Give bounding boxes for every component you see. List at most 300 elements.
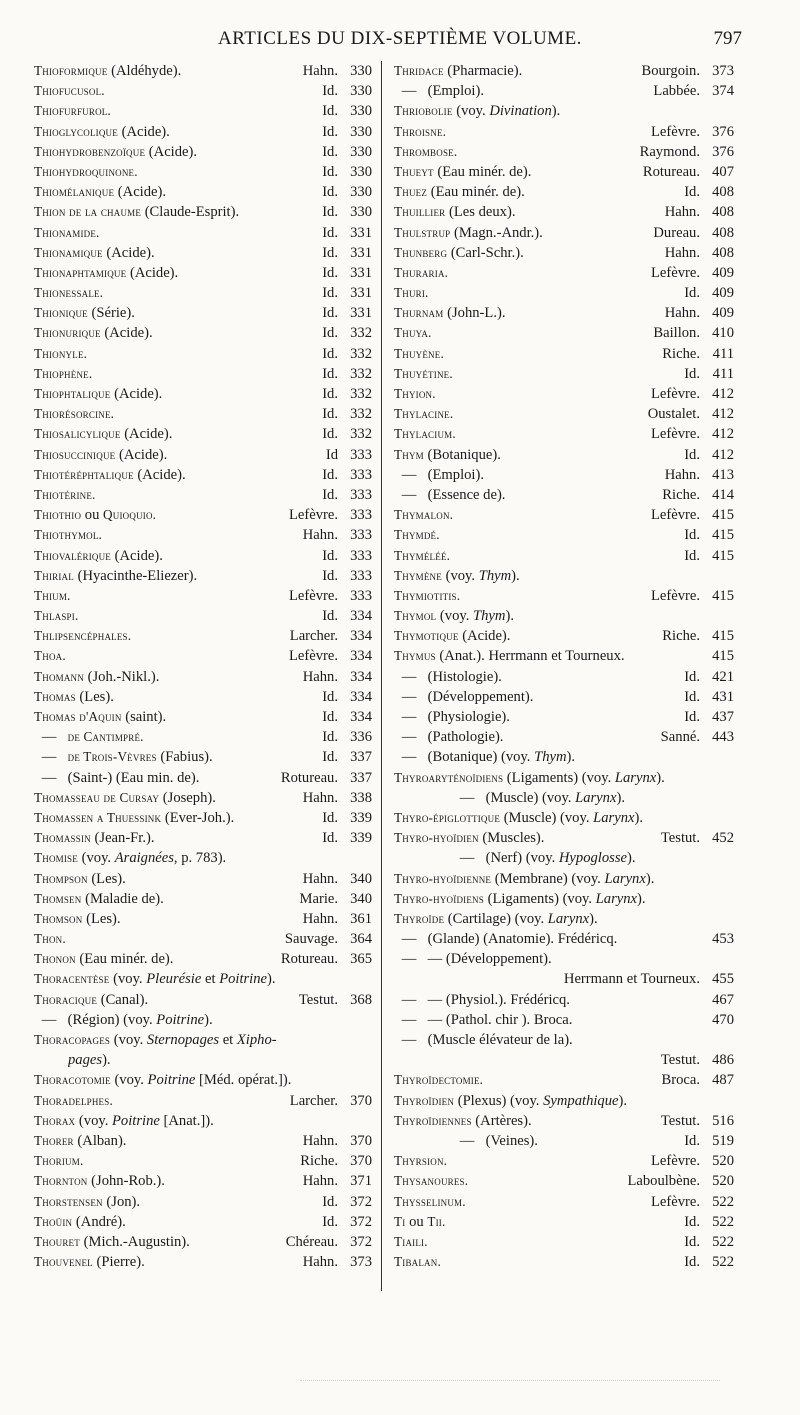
entry-author: Id. xyxy=(684,668,700,685)
entry-author: Id. xyxy=(684,527,700,544)
entry-author: Herrmann et Tourneux. xyxy=(563,971,700,988)
index-entry xyxy=(394,303,734,323)
entry-headword: Thionamique xyxy=(34,244,103,260)
entry-qualifier: (Série). xyxy=(87,305,135,322)
ditto-dash: — xyxy=(41,1011,57,1028)
entry-author: Lefèvre. xyxy=(650,587,700,604)
entry-headword: Thiovalérique xyxy=(34,547,111,563)
entry-text xyxy=(394,323,647,343)
entry-author: Id. xyxy=(322,123,338,140)
entry-page: 332 xyxy=(350,325,372,342)
entry-text xyxy=(394,1111,655,1131)
entry-headword: Thuri. xyxy=(394,285,429,301)
entry-author: Lefèvre. xyxy=(650,386,700,402)
entry-headword-alt: Quioquio. xyxy=(103,507,157,523)
index-entry xyxy=(34,1050,372,1070)
entry-text xyxy=(34,384,316,404)
index-entry xyxy=(394,889,734,909)
entry-qualifier-cont: ). xyxy=(616,789,625,806)
entry-page: 412 xyxy=(712,426,734,443)
entry-author: Hahn. xyxy=(664,305,700,322)
entry-qualifier: (Joseph). xyxy=(159,789,216,806)
entry-text xyxy=(34,1192,316,1212)
index-entry xyxy=(394,566,734,586)
entry-headword: Thomas d'Aquin xyxy=(34,709,122,724)
entry-author: Id. xyxy=(322,809,338,826)
entry-qualifier: (John-L.). xyxy=(443,305,506,322)
entry-page: 412 xyxy=(712,446,734,463)
index-entry xyxy=(394,869,734,889)
entry-qualifier: (Acide). xyxy=(102,244,155,261)
entry-qualifier: (Acide). xyxy=(114,184,167,201)
entry-text xyxy=(394,586,645,606)
entry-headword: Thiophène. xyxy=(34,365,93,381)
entry-page: 408 xyxy=(712,224,734,241)
entry-page: 334 xyxy=(350,688,372,705)
index-entry xyxy=(34,465,372,485)
entry-text xyxy=(394,223,647,243)
index-entry xyxy=(34,667,372,687)
entry-author: Sanné. xyxy=(660,729,700,746)
entry-page: 334 xyxy=(350,648,372,665)
entry-author: Rotureau. xyxy=(280,769,338,786)
entry-qualifier: (Région) (voy. xyxy=(67,1011,157,1028)
index-entry xyxy=(34,424,372,444)
entry-page: 339 xyxy=(350,830,372,847)
index-entry xyxy=(34,869,372,889)
entry-author: Bourgoin. xyxy=(641,63,700,79)
ditto-dash: — xyxy=(401,951,417,968)
entry-page: 332 xyxy=(350,426,372,443)
entry-headword: Thiomélanique xyxy=(34,184,115,200)
index-entry xyxy=(394,142,734,162)
entry-crossref: Poitrine xyxy=(112,1112,160,1129)
entry-headword: Thrombose. xyxy=(394,143,458,159)
index-entry xyxy=(394,465,734,485)
index-entry xyxy=(34,263,372,283)
entry-text xyxy=(394,889,700,909)
entry-text xyxy=(34,263,316,283)
entry-page: 331 xyxy=(350,285,372,302)
entry-crossref: Divination xyxy=(489,103,552,120)
index-entry xyxy=(34,1171,372,1191)
entry-qualifier: (Glande) (Anatomie). Frédéricq. xyxy=(427,931,618,948)
entry-headword: Thysanoures. xyxy=(394,1173,469,1189)
entry-qualifier: (Magn.-Andr.). xyxy=(450,224,543,241)
page-header xyxy=(30,28,770,54)
index-entry xyxy=(34,1232,372,1252)
entry-author: Hahn. xyxy=(302,668,338,685)
entry-text xyxy=(394,1010,700,1030)
entry-headword: Thoracentèse xyxy=(34,971,110,987)
page-number: 797 xyxy=(713,28,742,49)
index-entry xyxy=(394,747,734,767)
entry-qualifier: (Mich.-Augustin). xyxy=(79,1233,190,1250)
index-entry xyxy=(394,1151,734,1171)
entry-headword: Thionique xyxy=(34,305,88,321)
index-entry xyxy=(34,122,372,142)
index-entry xyxy=(394,606,734,626)
entry-crossref-2: Poitrine xyxy=(219,971,268,988)
entry-qualifier: (Joh.-Nikl.). xyxy=(83,668,160,685)
index-entry xyxy=(394,1131,734,1151)
ditto-dash: — xyxy=(401,709,417,725)
entry-text xyxy=(394,344,656,364)
entry-headword: Thuyétine. xyxy=(394,365,453,381)
entry-text xyxy=(34,1252,297,1272)
index-entry xyxy=(34,1091,372,1111)
entry-page: 332 xyxy=(350,345,372,362)
entry-page: 421 xyxy=(712,668,734,685)
entry-page: 412 xyxy=(712,386,734,402)
entry-qualifier: (Muscle) (voy. xyxy=(485,789,576,806)
index-entry xyxy=(394,81,734,101)
entry-text xyxy=(394,566,700,586)
index-entry xyxy=(34,1010,372,1030)
entry-headword: Thoradelphes. xyxy=(34,1092,113,1108)
entry-author: Id. xyxy=(684,1213,700,1230)
entry-qualifier: (voy. xyxy=(77,850,115,867)
entry-headword: Thunberg xyxy=(394,244,448,260)
index-entry xyxy=(34,243,372,263)
entry-text xyxy=(34,687,316,707)
entry-author: Sauvage. xyxy=(284,931,338,948)
index-entry xyxy=(394,990,734,1010)
entry-author: Testut. xyxy=(660,1112,700,1129)
entry-page: 415 xyxy=(712,648,734,665)
entry-headword: Thyion. xyxy=(394,386,436,401)
running-title: ARTICLES DU DIX-SEPTIÈME VOLUME. xyxy=(218,28,582,49)
entry-text xyxy=(394,263,645,283)
entry-crossref: Larynx xyxy=(575,789,617,806)
entry-page: 408 xyxy=(712,244,734,261)
entry-author: Id xyxy=(325,446,338,463)
entry-author: Riche. xyxy=(300,1153,338,1170)
index-entry xyxy=(34,606,372,626)
entry-text xyxy=(394,303,659,323)
entry-page: 470 xyxy=(712,1011,734,1028)
entry-author: Id. xyxy=(684,1233,700,1250)
entry-headword: Thorium. xyxy=(34,1153,84,1169)
ditto-dash: — xyxy=(401,486,417,503)
entry-page: 431 xyxy=(712,688,734,705)
entry-text xyxy=(394,869,700,889)
entry-headword: Thymiotitis. xyxy=(394,587,461,603)
index-entry xyxy=(34,768,372,788)
ditto-dash: — xyxy=(401,688,417,705)
entry-headword: Thiotéréphtalique xyxy=(34,466,134,482)
entry-qualifier-cont: ). xyxy=(656,769,665,786)
entry-text xyxy=(394,909,700,929)
entry-text xyxy=(34,1232,280,1252)
index-entry xyxy=(34,1070,372,1090)
entry-headword: Thirial xyxy=(34,567,74,583)
entry-qualifier: (Canal). xyxy=(97,991,149,1008)
entry-headword: Thornton xyxy=(34,1173,88,1189)
index-entry xyxy=(394,788,734,808)
entry-headword: Thymène xyxy=(394,567,442,583)
index-entry xyxy=(394,505,734,525)
entry-author: Lefèvre. xyxy=(288,507,338,524)
index-entry xyxy=(394,1050,734,1070)
entry-text xyxy=(394,101,700,121)
entry-text xyxy=(34,445,320,465)
index-entry xyxy=(34,848,372,868)
entry-page: 409 xyxy=(712,305,734,322)
entry-text xyxy=(34,869,297,889)
entry-headword: Thomassen a Thuessink xyxy=(34,809,162,825)
entry-headword: Thymalon. xyxy=(394,507,454,523)
entry-qualifier: (Acide). xyxy=(110,386,163,402)
index-entry xyxy=(394,1091,734,1111)
index-entry xyxy=(34,828,372,848)
entry-qualifier-cont: et xyxy=(201,971,220,988)
index-entry xyxy=(34,626,372,646)
entry-text xyxy=(394,808,700,828)
entry-text xyxy=(34,81,316,101)
entry-text xyxy=(394,1070,656,1090)
entry-page: 333 xyxy=(350,567,372,584)
entry-headword: Thion de la chaume xyxy=(34,204,142,220)
entry-page: 368 xyxy=(350,991,372,1008)
entry-author: Testut. xyxy=(298,991,338,1008)
entry-headword: Thiothymol. xyxy=(34,527,103,543)
entry-text xyxy=(34,808,316,828)
entry-page: 337 xyxy=(350,749,372,766)
entry-page: 410 xyxy=(712,325,734,342)
entry-headword: Thuyène. xyxy=(394,345,444,361)
index-entry xyxy=(34,101,372,121)
entry-headword: Thurnam xyxy=(394,305,444,321)
entry-author: Rotureau. xyxy=(642,163,700,180)
entry-qualifier: — (Développement). xyxy=(427,951,552,968)
entry-qualifier: (Artères). xyxy=(471,1112,532,1129)
entry-headword: Thiofucusol. xyxy=(34,83,105,99)
index-entry xyxy=(394,808,734,828)
entry-qualifier: (Alban). xyxy=(73,1132,127,1149)
entry-author: Riche. xyxy=(662,628,700,645)
entry-page: 332 xyxy=(350,365,372,382)
entry-page: 487 xyxy=(712,1072,734,1089)
entry-headword: Thomassin xyxy=(34,830,91,846)
entry-qualifier: (Emploi). xyxy=(427,83,484,100)
entry-page: 522 xyxy=(712,1233,734,1250)
entry-page: 333 xyxy=(350,507,372,524)
entry-qualifier: (Acide). xyxy=(126,264,179,281)
entry-qualifier: (Hyacinthe-Eliezer). xyxy=(73,567,198,584)
entry-qualifier: (André). xyxy=(72,1213,126,1230)
entry-text xyxy=(34,1212,316,1232)
index-entry xyxy=(34,344,372,364)
entry-page: 332 xyxy=(350,386,372,402)
entry-text xyxy=(34,162,316,182)
entry-headword: Thuez xyxy=(394,184,428,200)
entry-page: 415 xyxy=(712,507,734,524)
entry-page: 330 xyxy=(350,143,372,160)
entry-qualifier: — (Pathol. chir ). Broca. xyxy=(427,1011,573,1028)
entry-crossref: Larynx xyxy=(614,769,657,786)
entry-author: Id. xyxy=(322,486,338,503)
entry-crossref: Thym xyxy=(478,567,512,584)
index-entry xyxy=(394,828,734,848)
entry-text xyxy=(34,303,316,323)
entry-text xyxy=(34,586,283,606)
entry-crossref: Larynx xyxy=(604,870,646,887)
entry-page: 455 xyxy=(712,971,734,988)
index-entry xyxy=(34,727,372,747)
entry-text xyxy=(394,1212,678,1232)
entry-text xyxy=(394,243,659,263)
entry-page: 330 xyxy=(350,123,372,140)
index-entry xyxy=(394,364,734,384)
entry-page: 331 xyxy=(350,224,372,241)
index-entry xyxy=(34,1192,372,1212)
entry-text xyxy=(394,646,700,666)
entry-headword: Thiosalicylique xyxy=(34,426,121,442)
index-entry xyxy=(394,848,734,868)
entry-page: 411 xyxy=(712,345,734,362)
entry-headword: Thylacine. xyxy=(394,406,454,422)
entry-text xyxy=(34,747,316,767)
entry-text xyxy=(34,404,316,424)
entry-headword: Thyro-hyoïdien xyxy=(394,830,479,846)
entry-page: 522 xyxy=(712,1193,734,1210)
index-entry xyxy=(34,707,372,727)
entry-qualifier: (voy. xyxy=(75,1112,113,1129)
entry-headword: Thulstrup xyxy=(394,224,451,240)
entry-page: 373 xyxy=(712,63,734,79)
index-entry xyxy=(394,546,734,566)
entry-qualifier: (Développement). xyxy=(427,688,534,705)
entry-qualifier-cont: ). xyxy=(645,870,655,887)
entry-text xyxy=(394,364,678,384)
entry-qualifier-cont: ). xyxy=(566,749,576,766)
entry-text xyxy=(34,969,338,989)
entry-page: 333 xyxy=(350,547,372,564)
index-entry xyxy=(34,586,372,606)
entry-author: Id. xyxy=(322,547,338,564)
entry-text xyxy=(34,546,316,566)
entry-text xyxy=(34,525,297,545)
entry-page: 376 xyxy=(712,123,734,140)
entry-author: Id. xyxy=(322,365,338,382)
entry-headword: de Cantimpré. xyxy=(67,729,144,745)
entry-page: 371 xyxy=(350,1173,372,1190)
entry-qualifier-cont: ). xyxy=(505,608,514,625)
index-entry xyxy=(394,61,734,81)
entry-text xyxy=(394,848,700,868)
entry-author: Raymond. xyxy=(639,143,700,160)
entry-qualifier-cont: [Méd. opérat.]). xyxy=(195,1072,292,1089)
entry-qualifier: (voy. xyxy=(110,1072,148,1089)
entry-headword: Thiotérine. xyxy=(34,486,96,502)
entry-page: 372 xyxy=(350,1193,372,1210)
entry-headword: Thriobolie xyxy=(394,103,453,119)
index-entry xyxy=(34,1212,372,1232)
entry-text xyxy=(394,1030,700,1050)
index-entry xyxy=(394,1030,734,1050)
entry-page: 333 xyxy=(350,587,372,604)
entry-qualifier: (saint). xyxy=(121,709,167,725)
index-entry xyxy=(394,223,734,243)
entry-author: Hahn. xyxy=(302,910,338,927)
index-entry xyxy=(394,667,734,687)
ditto-dash: — xyxy=(401,1011,417,1028)
entry-text xyxy=(34,505,283,525)
entry-qualifier: (Claude-Esprit). xyxy=(141,204,240,221)
right-column xyxy=(394,61,734,1272)
entry-author: Hahn. xyxy=(302,1173,338,1190)
entry-author: Hahn. xyxy=(664,244,700,261)
entry-crossref: Thym xyxy=(534,749,567,766)
entry-page: 340 xyxy=(350,870,372,887)
index-entry xyxy=(394,1010,734,1030)
entry-qualifier-cont: [Anat.]). xyxy=(159,1112,214,1129)
entry-page: 409 xyxy=(712,264,734,281)
entry-headword: Tibalan. xyxy=(394,1254,441,1270)
entry-page: 365 xyxy=(350,951,372,968)
entry-text xyxy=(34,465,316,485)
entry-text xyxy=(394,727,655,747)
entry-text xyxy=(394,929,700,949)
entry-author: Hahn. xyxy=(302,789,338,806)
ditto-dash: — xyxy=(401,83,417,100)
ditto-dash: — xyxy=(459,789,475,806)
ditto-dash: — xyxy=(401,1032,417,1048)
ditto-dash: — xyxy=(401,668,417,685)
entry-qualifier: (Pharmacie). xyxy=(443,63,523,79)
index-entry xyxy=(34,223,372,243)
entry-headword: Thionamide. xyxy=(34,224,100,240)
entry-headword: Thymotique xyxy=(394,628,459,644)
index-entry xyxy=(394,384,734,404)
index-entry xyxy=(394,1192,734,1212)
entry-text xyxy=(394,283,678,303)
entry-qualifier: (Saint-) (Eau min. de). xyxy=(67,769,200,786)
index-entry xyxy=(34,566,372,586)
entry-crossref: Sternopages xyxy=(146,1032,220,1048)
entry-text xyxy=(34,1070,338,1090)
entry-page: 443 xyxy=(712,729,734,746)
entry-qualifier: (Les). xyxy=(87,870,126,887)
entry-author: Lefèvre. xyxy=(650,123,700,140)
entry-headword: Thon. xyxy=(34,931,66,947)
entry-headword: Throisne. xyxy=(394,123,447,139)
entry-author: Hahn. xyxy=(302,1132,338,1149)
entry-headword: Thiohydroquinone. xyxy=(34,163,138,179)
index-entry xyxy=(34,1030,372,1050)
index-entry xyxy=(34,162,372,182)
index-entry xyxy=(34,909,372,929)
entry-headword: Thompson xyxy=(34,870,88,886)
entry-text xyxy=(34,61,297,81)
entry-page: 339 xyxy=(350,809,372,826)
index-entry xyxy=(34,546,372,566)
entry-author: Hahn. xyxy=(302,870,338,887)
entry-headword: Thyrsion. xyxy=(394,1153,448,1169)
entry-headword: Thionaphtamique xyxy=(34,264,127,280)
entry-author: Oustalet. xyxy=(647,406,700,423)
entry-headword: Thymdé. xyxy=(394,527,440,543)
entry-page: 414 xyxy=(712,486,734,503)
entry-text xyxy=(394,606,700,626)
entry-crossref: Pleurésie xyxy=(146,971,202,988)
entry-page: 415 xyxy=(712,587,734,604)
ditto-dash: — xyxy=(41,749,57,766)
entry-qualifier: (Acide). xyxy=(110,547,163,564)
index-entry xyxy=(34,61,372,81)
entry-text xyxy=(394,505,645,525)
